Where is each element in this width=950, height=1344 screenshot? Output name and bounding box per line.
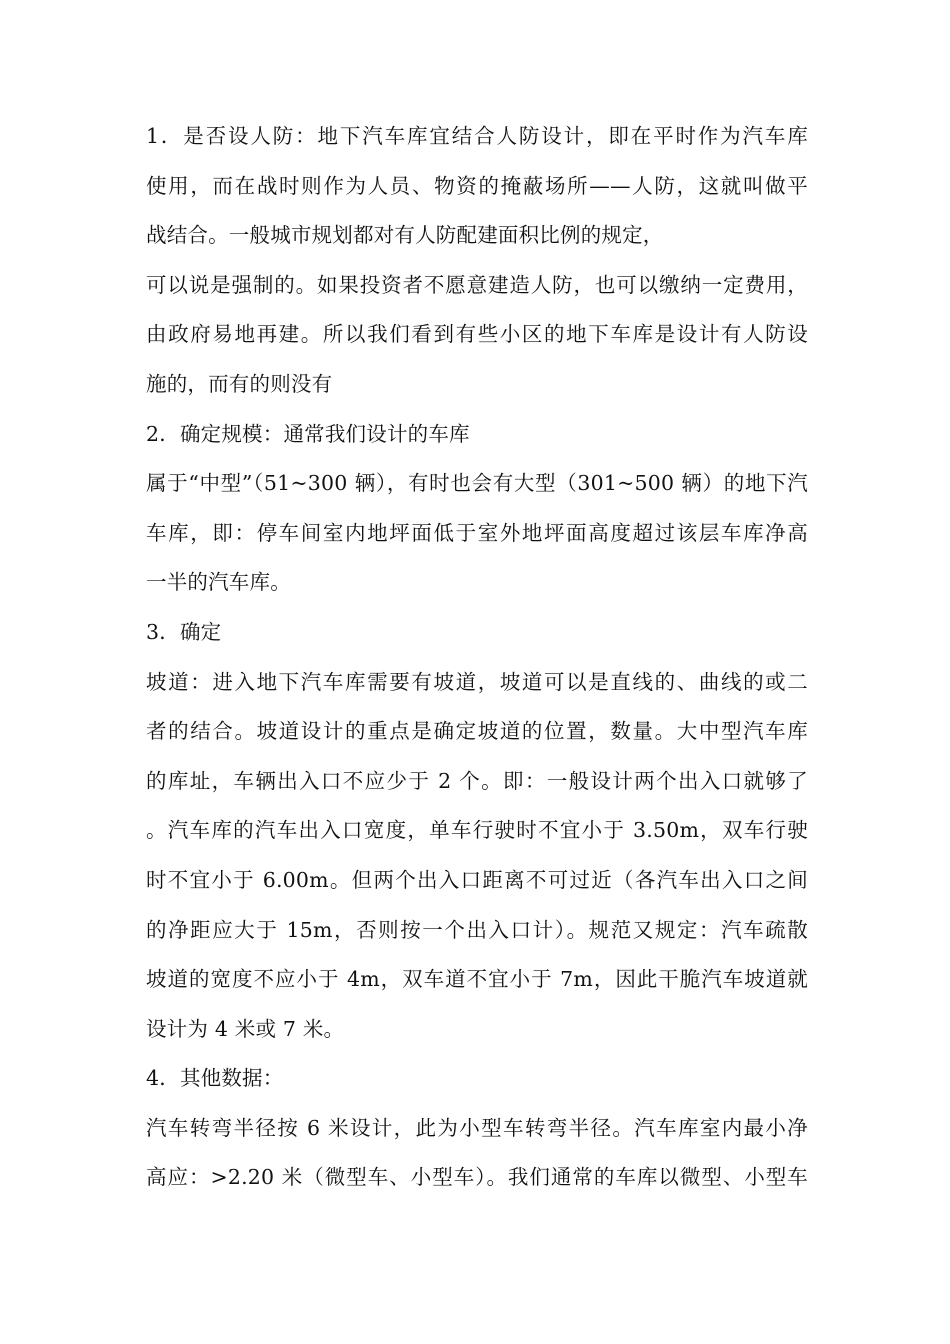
text-line: 坡道的宽度不应小于 4m，双车道不宜小于 7m，因此干脆汽车坡道就 xyxy=(146,967,808,992)
text-line: 汽车转弯半径按 6 米设计，此为小型车转弯半径。汽车库室内最小净 xyxy=(146,1115,808,1140)
text-line: 属于“中型”（51~300 辆），有时也会有大型（301~500 辆）的地下汽 xyxy=(146,471,808,496)
text-line: 设计为 4 米或 7 米。 xyxy=(146,1016,345,1041)
text-line: 时不宜小于 6.00m。但两个出入口距离不可过近（各汽车出入口之间 xyxy=(146,867,808,892)
text-line: 的净距应大于 15m，否则按一个出入口计）。规范又规定：汽车疏散 xyxy=(146,917,808,942)
text-line: 。汽车库的汽车出入口宽度，单车行驶时不宜小于 3.50m，双车行驶 xyxy=(146,818,808,843)
section-heading: 2．确定规模：通常我们设计的车库 xyxy=(146,421,470,446)
text-line: 高应：>2.20 米（微型车、小型车）。我们通常的车库以微型、小型车 xyxy=(146,1165,808,1190)
section-heading: 4．其他数据： xyxy=(146,1066,284,1091)
text-line: 一半的汽车库。 xyxy=(146,570,291,595)
section-heading: 3．确定 xyxy=(146,619,222,644)
text-line: 施的，而有的则没有 xyxy=(146,371,333,396)
document-body xyxy=(146,112,808,1203)
text-line: 战结合。一般城市规划都对有人防配建面积比例的规定， xyxy=(146,223,664,248)
text-line: 的库址，车辆出入口不应少于 2 个。即：一般设计两个出入口就够了 xyxy=(146,768,808,793)
text-line: 可以说是强制的。如果投资者不愿意建造人防，也可以缴纳一定费用， xyxy=(146,272,808,297)
text-line: 由政府易地再建。所以我们看到有些小区的地下车库是设计有人防设 xyxy=(146,322,808,347)
text-line: 坡道：进入地下汽车库需要有坡道，坡道可以是直线的、曲线的或二 xyxy=(146,669,808,694)
text-line: 车库，即：停车间室内地坪面低于室外地坪面高度超过该层车库净高 xyxy=(146,520,808,545)
text-line: 者的结合。坡道设计的重点是确定坡道的位置，数量。大中型汽车库 xyxy=(146,719,808,744)
text-line: 1．是否设人防：地下汽车库宜结合人防设计，即在平时作为汽车库 xyxy=(146,124,808,148)
text-line: 使用，而在战时则作为人员、物资的掩蔽场所——人防，这就叫做平 xyxy=(146,173,808,198)
